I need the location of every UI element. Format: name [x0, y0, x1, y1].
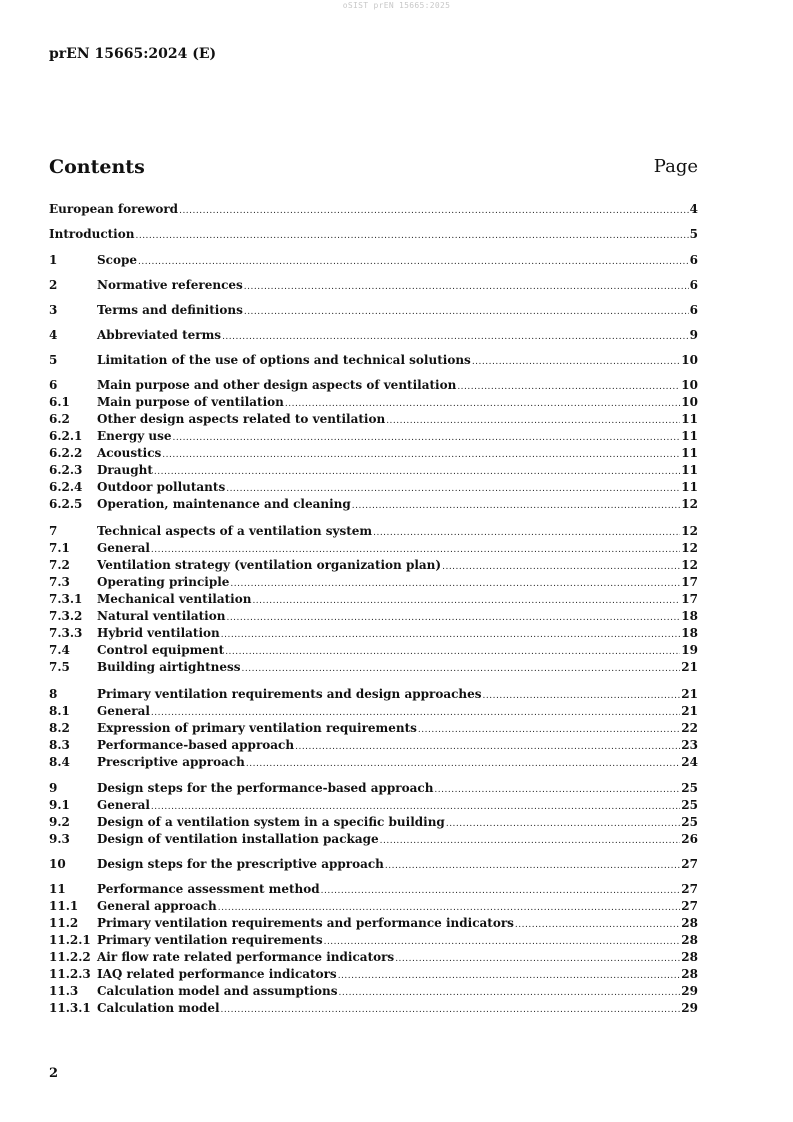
toc-entry-title: Energy use [97, 429, 172, 443]
toc-entry-number: 7.4 [49, 643, 70, 657]
toc-entry[interactable] [49, 949, 698, 966]
toc-entry-title: Expression of primary ventilation requirements [97, 721, 417, 735]
toc-dot-leader [385, 858, 680, 875]
toc-entry[interactable] [49, 201, 698, 218]
toc-entry-title: Ventilation strategy (ventilation organization plan) [97, 558, 442, 572]
toc-entry-number: 7.3 [49, 575, 70, 589]
toc-entry-number: 11.2.3 [49, 967, 91, 981]
contents-heading: Contents [49, 156, 145, 178]
toc-entry-page: 12 [681, 558, 698, 572]
toc-entry[interactable] [49, 462, 698, 479]
toc-entry-title: Mechanical ventilation [97, 592, 252, 606]
toc-entry-title: Technical aspects of a ventilation system [97, 524, 373, 538]
toc-entry-title: General [97, 798, 150, 812]
toc-dot-leader [246, 756, 680, 773]
toc-entry-title: Terms and definitions [97, 303, 243, 317]
toc-entry-title: Performance-based approach [97, 738, 295, 752]
toc-dot-leader [244, 279, 689, 296]
toc-dot-leader [179, 203, 689, 220]
toc-dot-leader [222, 329, 689, 346]
toc-entry[interactable] [49, 496, 698, 513]
toc-entry[interactable] [49, 780, 698, 797]
toc-entry-number: 6 [49, 378, 58, 392]
toc-entry[interactable] [49, 591, 698, 608]
toc-entry-number: 8 [49, 687, 58, 701]
toc-entry-number: 11.2.2 [49, 950, 91, 964]
toc-entry-page: 28 [681, 916, 698, 930]
toc-entry-number: 2 [49, 278, 58, 292]
page-number: 2 [49, 1066, 59, 1081]
toc-entry-title: Draught [97, 463, 153, 477]
toc-entry-number: 7.3.1 [49, 592, 83, 606]
toc-entry-number: 7 [49, 524, 58, 538]
toc-entry-title: Limitation of the use of options and technical solutions [97, 353, 471, 367]
toc-entry-page: 21 [681, 704, 698, 718]
toc-entry-title: Design steps for the performance-based approach [97, 781, 434, 795]
toc-entry-page: 12 [681, 541, 698, 555]
watermark: oSIST prEN 15665:2025 [342, 1, 451, 10]
toc-entry-title: Abbreviated terms [97, 328, 222, 342]
toc-entry[interactable] [49, 327, 698, 344]
toc-entry-title: Operation, maintenance and cleaning [97, 497, 351, 511]
toc-dot-leader [244, 304, 689, 321]
toc-entry[interactable] [49, 932, 698, 949]
toc-entry-number: 6.2.1 [49, 429, 83, 443]
toc-entry-number: 6.1 [49, 395, 70, 409]
toc-dot-leader [352, 498, 681, 515]
toc-entry-number: 9 [49, 781, 58, 795]
toc-entry[interactable] [49, 557, 698, 574]
toc-entry-title: Operating principle [97, 575, 230, 589]
toc-entry[interactable] [49, 983, 698, 1000]
toc-entry-number: 1 [49, 253, 58, 267]
toc-entry[interactable] [49, 754, 698, 771]
toc-entry-page: 6 [689, 253, 698, 267]
toc-entry-page: 22 [681, 721, 698, 735]
toc-entry[interactable] [49, 703, 698, 720]
toc-entry-title: Primary ventilation requirements and performance indicators [97, 916, 514, 930]
toc-entry-page: 28 [681, 950, 698, 964]
toc-entry[interactable] [49, 428, 698, 445]
toc-entry-title: Scope [97, 253, 138, 267]
toc-entry-number: 11.1 [49, 899, 79, 913]
toc-dot-leader [242, 661, 681, 678]
toc-entry-page: 28 [681, 933, 698, 947]
toc-entry-page: 18 [681, 626, 698, 640]
toc-entry-page: 10 [681, 353, 698, 367]
toc-dot-leader [138, 254, 689, 271]
toc-entry-number: 5 [49, 353, 58, 367]
toc-entry[interactable] [49, 540, 698, 557]
page-column-label: Page [653, 156, 698, 177]
toc-entry-number: 11.3 [49, 984, 79, 998]
toc-entry[interactable] [49, 377, 698, 394]
toc-entry-title: Prescriptive approach [97, 755, 245, 769]
toc-dot-leader [380, 833, 681, 850]
toc-entry-page: 11 [681, 429, 698, 443]
toc-entry-title: Outdoor pollutants [97, 480, 226, 494]
toc-entry-number: 6.2 [49, 412, 70, 426]
toc-entry-page: 23 [681, 738, 698, 752]
toc-entry[interactable] [49, 479, 698, 496]
toc-entry-number: 6.2.5 [49, 497, 83, 511]
toc-entry[interactable] [49, 856, 698, 873]
toc-entry-number: 11 [49, 882, 66, 896]
toc-entry-title: Primary ventilation requirements and design approaches [97, 687, 482, 701]
toc-entry-number: 7.1 [49, 541, 70, 555]
toc-entry[interactable] [49, 226, 698, 243]
toc-entry-number: 6.2.4 [49, 480, 83, 494]
toc-entry-title: Building airtightness [97, 660, 241, 674]
toc-entry-number: 9.3 [49, 832, 70, 846]
toc-entry-page: 27 [681, 857, 698, 871]
document-id: prEN 15665:2024 (E) [49, 46, 217, 62]
toc-entry[interactable] [49, 523, 698, 540]
toc-entry-number: 10 [49, 857, 66, 871]
toc-entry-number: 3 [49, 303, 58, 317]
toc-entry-page: 10 [681, 395, 698, 409]
toc-entry-title: Design steps for the prescriptive approach [97, 857, 384, 871]
toc-entry-page: 28 [681, 967, 698, 981]
toc-entry[interactable] [49, 574, 698, 591]
toc-entry-number: 7.3.3 [49, 626, 83, 640]
toc-entry-page: 21 [681, 687, 698, 701]
toc-entry[interactable] [49, 898, 698, 915]
toc-entry[interactable] [49, 608, 698, 625]
toc-entry-number: 4 [49, 328, 58, 342]
toc-entry[interactable] [49, 659, 698, 676]
toc-entry[interactable] [49, 1000, 698, 1017]
toc-entry-page: 18 [681, 609, 698, 623]
toc-entry-number: 7.3.2 [49, 609, 83, 623]
toc-entry-page: 11 [681, 463, 698, 477]
toc-entry-title: Main purpose of ventilation [97, 395, 284, 409]
toc-entry-number: 8.4 [49, 755, 70, 769]
toc-entry-title: Air flow rate related performance indicators [97, 950, 395, 964]
toc-entry[interactable] [49, 881, 698, 898]
toc-entry[interactable] [49, 686, 698, 703]
toc-entry-title: European foreword [49, 202, 179, 216]
toc-entry-number: 11.3.1 [49, 1001, 91, 1015]
toc-entry-title: Normative references [97, 278, 243, 292]
toc-entry-title: Control equipment [97, 643, 225, 657]
toc-entry-page: 17 [681, 575, 698, 589]
toc-entry-page: 25 [681, 781, 698, 795]
toc-entry-title: Calculation model and assumptions [97, 984, 338, 998]
toc-entry-title: Acoustics [97, 446, 162, 460]
toc-entry-page: 12 [681, 524, 698, 538]
toc-entry-title: General approach [97, 899, 217, 913]
toc-entry-page: 27 [681, 899, 698, 913]
toc-dot-leader [221, 1002, 681, 1019]
toc-entry-page: 19 [681, 643, 698, 657]
toc-entry-page: 25 [681, 798, 698, 812]
toc-entry-number: 8.3 [49, 738, 70, 752]
toc-entry-page: 9 [689, 328, 698, 342]
toc-entry-page: 27 [681, 882, 698, 896]
toc-entry-number: 8.1 [49, 704, 70, 718]
toc-entry[interactable] [49, 252, 698, 269]
toc-entry-page: 6 [689, 278, 698, 292]
toc-entry[interactable] [49, 915, 698, 932]
toc-entry-title: Other design aspects related to ventilation [97, 412, 386, 426]
toc-entry[interactable] [49, 302, 698, 319]
toc-entry-number: 6.2.2 [49, 446, 83, 460]
toc-entry-page: 25 [681, 815, 698, 829]
toc-entry-title: Primary ventilation requirements [97, 933, 323, 947]
toc-entry-title: Performance assessment method [97, 882, 320, 896]
toc-entry-title: IAQ related performance indicators [97, 967, 337, 981]
toc-entry[interactable] [49, 737, 698, 754]
toc-entry-title: General [97, 541, 150, 555]
toc-entry-page: 4 [689, 202, 698, 216]
toc-entry-page: 21 [681, 660, 698, 674]
toc-entry-page: 11 [681, 412, 698, 426]
toc-entry[interactable] [49, 411, 698, 428]
toc-entry-page: 11 [681, 480, 698, 494]
toc-entry[interactable] [49, 625, 698, 642]
toc-entry-page: 10 [681, 378, 698, 392]
toc-entry-page: 26 [681, 832, 698, 846]
toc-entry[interactable] [49, 831, 698, 848]
toc-entry-page: 12 [681, 497, 698, 511]
toc-entry-title: General [97, 704, 150, 718]
toc-entry[interactable] [49, 642, 698, 659]
toc-dot-leader [472, 354, 680, 371]
toc-entry[interactable] [49, 966, 698, 983]
toc-entry[interactable] [49, 352, 698, 369]
toc-entry[interactable] [49, 814, 698, 831]
toc-entry-page: 11 [681, 446, 698, 460]
toc-entry-page: 5 [689, 227, 698, 241]
toc-entry-title: Introduction [49, 227, 135, 241]
toc-entry-page: 29 [681, 1001, 698, 1015]
toc-entry-title: Design of ventilation installation package [97, 832, 379, 846]
toc-entry[interactable] [49, 797, 698, 814]
toc-entry[interactable] [49, 277, 698, 294]
toc-entry-title: Main purpose and other design aspects of ventilation [97, 378, 457, 392]
toc-entry-title: Calculation model [97, 1001, 220, 1015]
toc-entry-number: 7.5 [49, 660, 70, 674]
toc-entry-page: 24 [681, 755, 698, 769]
toc-dot-leader [135, 228, 688, 245]
toc-entry-number: 7.2 [49, 558, 70, 572]
toc-entry-number: 11.2.1 [49, 933, 91, 947]
toc-entry[interactable] [49, 720, 698, 737]
toc-entry-number: 11.2 [49, 916, 79, 930]
toc-entry-title: Design of a ventilation system in a specific building [97, 815, 445, 829]
toc-entry-number: 9.2 [49, 815, 70, 829]
toc-entry-number: 9.1 [49, 798, 70, 812]
toc-entry-title: Natural ventilation [97, 609, 226, 623]
toc-entry-number: 8.2 [49, 721, 70, 735]
toc-entry-number: 6.2.3 [49, 463, 83, 477]
toc-entry-page: 6 [689, 303, 698, 317]
toc-entry[interactable] [49, 394, 698, 411]
toc-entry-page: 17 [681, 592, 698, 606]
toc-entry-page: 29 [681, 984, 698, 998]
toc-entry[interactable] [49, 445, 698, 462]
toc-entry-title: Hybrid ventilation [97, 626, 220, 640]
